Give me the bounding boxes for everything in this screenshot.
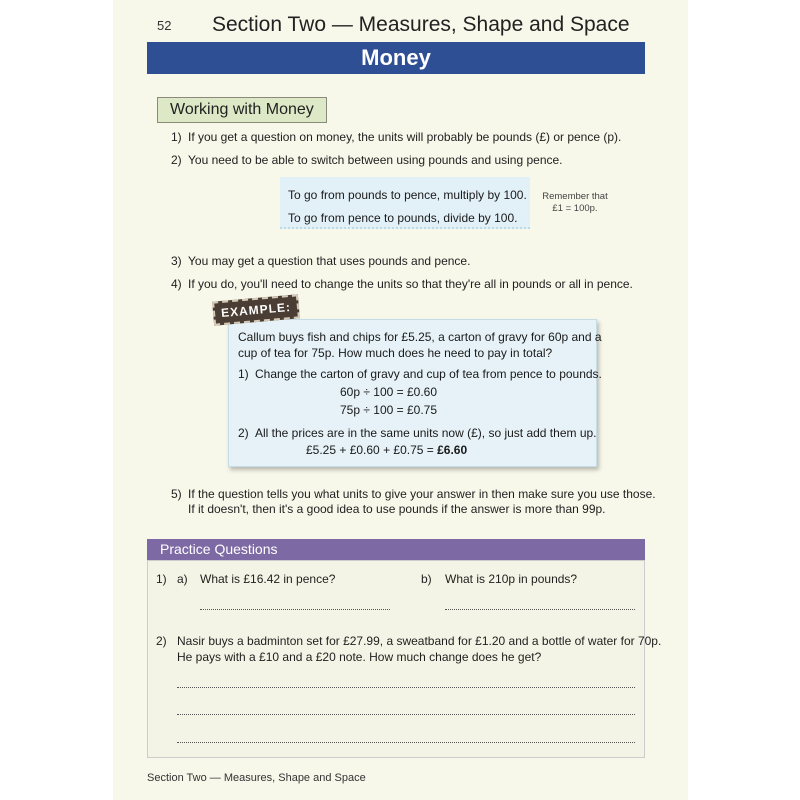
question-1a-text: What is £16.42 in pence? [200, 572, 336, 586]
page-number: 52 [157, 18, 172, 33]
question-1a-label: a) [177, 572, 188, 586]
list-item: 2) You need to be able to switch between using pounds and using pence. [171, 153, 563, 167]
answer-line-2[interactable] [177, 742, 635, 743]
conversion-box [280, 177, 530, 229]
answer-line-1b[interactable] [445, 609, 635, 610]
example-answer: £6.60 [437, 443, 468, 457]
practice-questions-header: Practice Questions [147, 539, 645, 560]
question-2-line: Nasir buys a badminton set for £27.99, a sweatband for £1.20 and a bottle of water for 70p. [177, 634, 662, 648]
conversion-rule-divide: To go from pence to pounds, divide by 100. [288, 211, 518, 225]
example-sum: £5.25 + £0.60 + £0.75 = £6.60 [306, 443, 468, 457]
example-calc-tea: 75p ÷ 100 = £0.75 [340, 403, 438, 417]
remember-note: Remember that £1 = 100p. [542, 191, 608, 214]
example-step-2: 2) All the prices are in the same units now (£), so just add them up. [238, 426, 597, 440]
answer-line-1a[interactable] [200, 609, 390, 610]
question-1b-text: What is 210p in pounds? [445, 572, 578, 586]
question-2-line: He pays with a £10 and a £20 note. How much change does he get? [177, 650, 542, 664]
question-1b-label: b) [421, 572, 432, 586]
subheading-working-with-money: Working with Money [157, 97, 327, 123]
topic-title: Money [147, 42, 645, 74]
example-question-line: Callum buys fish and chips for £5.25, a carton of gravy for 60p and a [238, 330, 602, 344]
list-item: 1) If you get a question on money, the units will probably be pounds (£) or pence (p). [171, 130, 622, 144]
list-item: 3) You may get a question that uses pounds and pence. [171, 254, 471, 268]
answer-line-2[interactable] [177, 687, 635, 688]
question-2-number: 2) [156, 634, 167, 648]
footer-section-title: Section Two — Measures, Shape and Space [147, 772, 366, 784]
example-step-1: 1) Change the carton of gravy and cup of tea from pence to pounds. [238, 367, 602, 381]
list-item: 4) If you do, you'll need to change the units so that they're all in pounds or all in pence. [171, 277, 633, 291]
example-tag: EXAMPLE: [212, 294, 300, 325]
example-calc-gravy: 60p ÷ 100 = £0.60 [340, 385, 438, 399]
section-title: Section Two — Measures, Shape and Space [212, 13, 630, 36]
question-1-number: 1) [156, 572, 167, 586]
conversion-rule-multiply: To go from pounds to pence, multiply by 100. [288, 188, 527, 202]
example-question-line: cup of tea for 75p. How much does he need to pay in total? [238, 346, 553, 360]
list-item: 5) If the question tells you what units to give your answer in then make sure you use those. [171, 487, 656, 501]
list-item-continuation: If it doesn't, then it's a good idea to use pounds if the answer is more than 99p. [188, 502, 606, 516]
answer-line-2[interactable] [177, 714, 635, 715]
